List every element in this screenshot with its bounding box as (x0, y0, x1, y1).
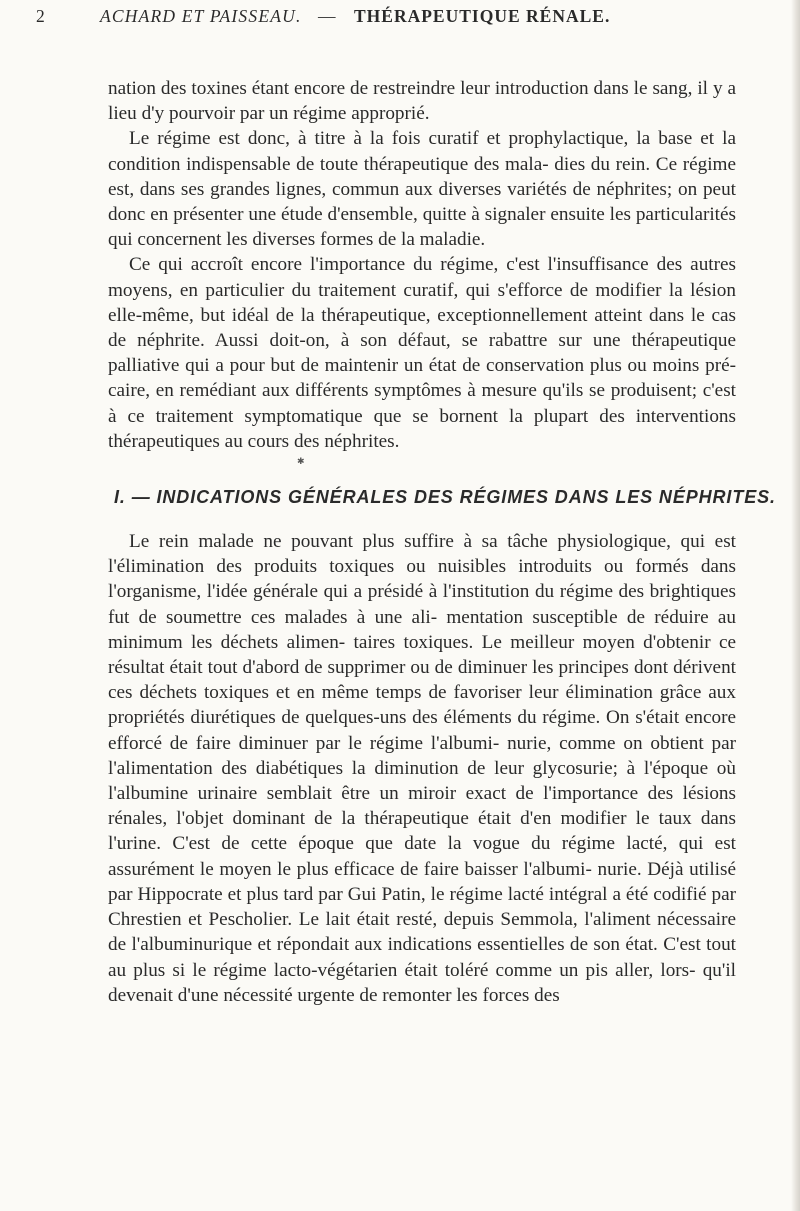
body-text (108, 76, 776, 1008)
paragraph-importance: Ce qui accroît encore l'importance du régime, c'est l'insuffisance des autres moyens, en particulier du traitement curatif, qui s'efforce de modifier la lésion elle-même, but idéal de la thérapeutique, exceptionnellement atteint dans le cas de néphrite. Aussi doit-on, à son défaut, se rabattre sur une thérapeutique palliative qui a pour but de maintenir un état de conservation plus ou moins pré- caire, en remédiant aux différents symptômes à mesure qu'ils se produisent; c'est à ce traitement symptomatique que se bornent la plupart des interventions thérapeutiques au cours des néphrites. (108, 254, 736, 452)
running-head (36, 6, 726, 36)
page-edge-shadow (791, 0, 800, 1211)
section-heading: I. — INDICATIONS GÉNÉRALES DES RÉGIMES DANS LES NÉPHRITES. (114, 487, 776, 508)
page-number: 2 (36, 6, 46, 26)
running-head-chapter: THÉRAPEUTIQUE RÉNALE. (354, 6, 611, 26)
paragraph-indications: Le rein malade ne pouvant plus suffire à sa tâche physiologique, qui est l'élimination des produits toxiques ou nuisibles introduits ou formés dans l'organisme, l'idée générale qui a présidé à l'institution du régime des brightiques fut de soumettre ces malades à une ali- mentation susceptible de réduire au minimum les déchets alimen- taires toxiques. Le meilleur moyen d'obtenir ce résultat était tout d'abord de supprimer ou de diminuer les principes dont dérivent ces déchets toxiques et en même temps de favoriser leur élimination grâce aux propriétés diurétiques de quelques-uns des éléments du régime. On s'était encore efforcé de faire diminuer par le régime l'albumi- nurie, comme on obtient par l'alimentation des diabétiques la diminution de leur glycosurie; à l'époque où l'albumine urinaire semblait être un miroir exact de l'importance des lésions rénales, l'objet dominant de la thérapeutique était d'en modifier le taux dans l'urine. C'est de cette époque que date la vogue du régime lacté, qui est assurément le moyen le plus efficace de faire baisser l'albumi- nurie. Déjà utilisé par Hippocrate et plus tard par Gui Patin, le régime lacté intégral a été codifié par Chrestien et Pescholier. Le lait était resté, depuis Semmola, l'aliment nécessaire de l'albuminurique et répondait aux indications essentielles de son état. C'est tout au plus si le régime lacto-végétarien était toléré comme un pis aller, lors- qu'il devenait d'une nécessité urgente de remonter les forces des (108, 531, 736, 1006)
ornament-mark: ✱ (297, 456, 305, 467)
running-head-dash: — (318, 6, 336, 26)
paragraph-regime: Le régime est donc, à titre à la fois curatif et prophylactique, la base et la condition indispensable de toute thérapeutique des mala- dies du rein. Ce régime est, dans ses grandes lignes, commun aux diverses variétés de néphrites; on peut donc en présenter une étude d'ensemble, quitte à signaler ensuite les particularités qui concernent les diverses formes de la maladie. (108, 128, 736, 251)
running-head-authors: ACHARD ET PAISSEAU. (100, 6, 302, 26)
paragraph-continued: nation des toxines étant encore de restreindre leur introduction dans le sang, il y a lieu d'y pourvoir par un régime approprié. (108, 78, 736, 125)
